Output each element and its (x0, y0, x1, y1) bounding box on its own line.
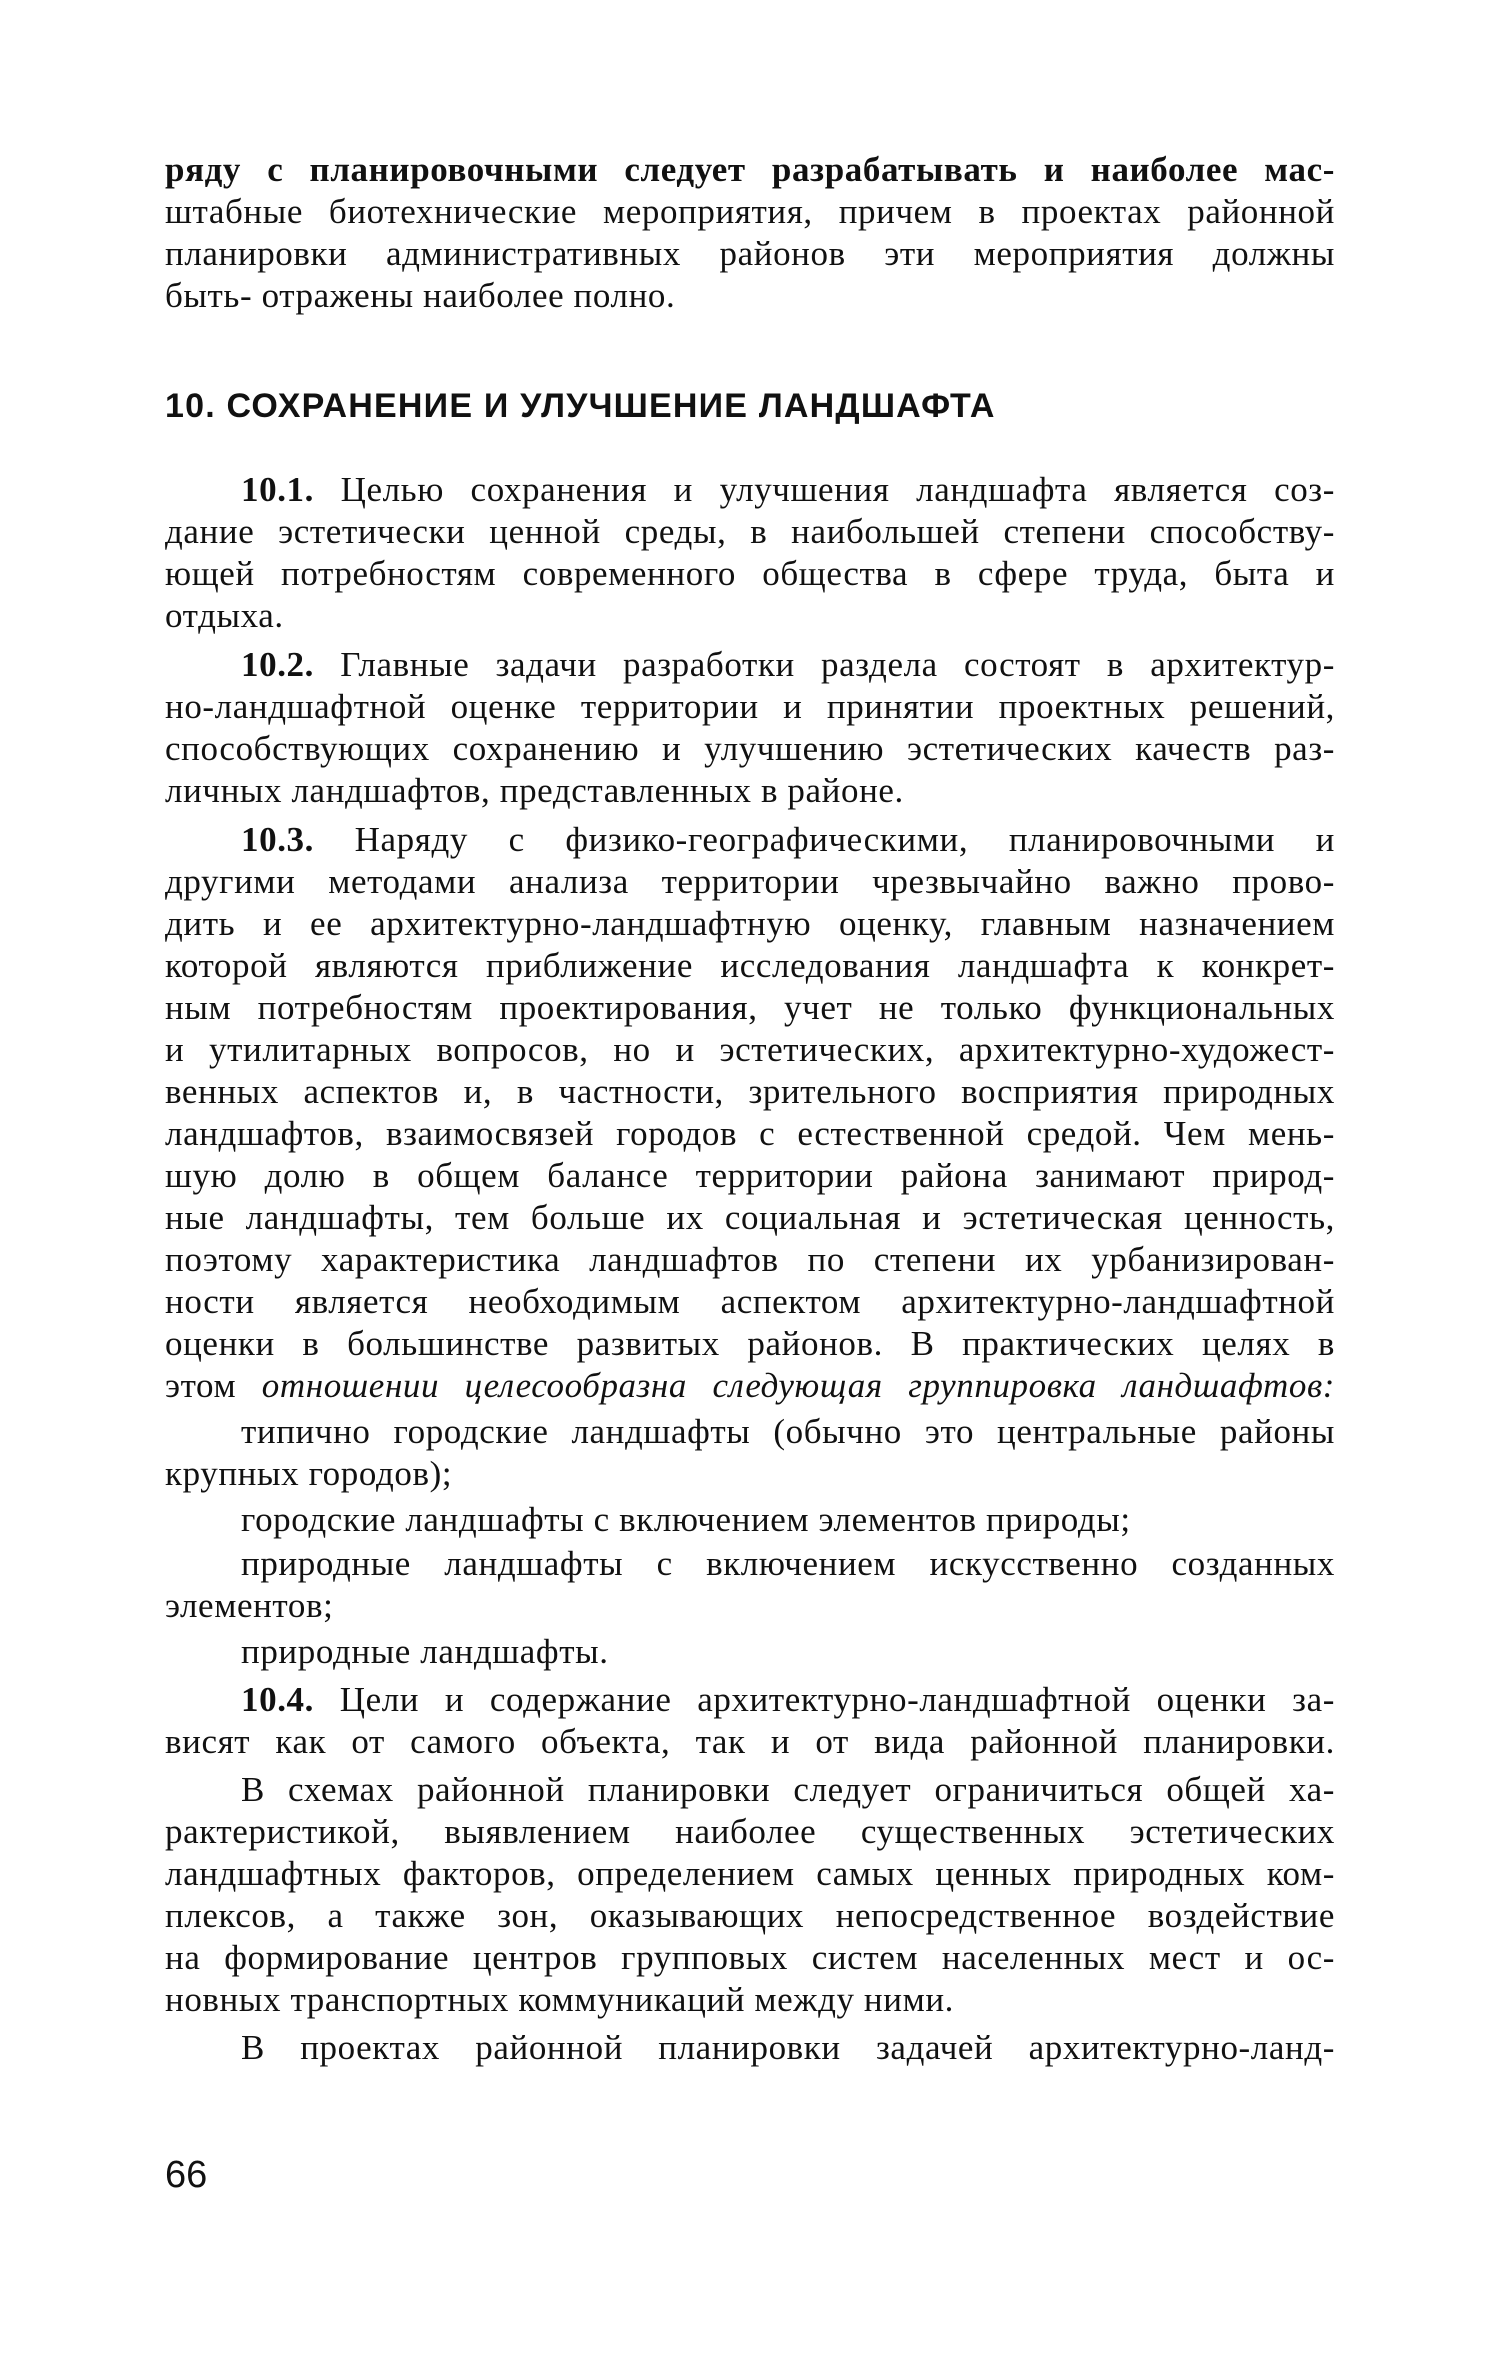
text-line: ряду с планировочными следует разрабатывать и наиболее мас- (165, 150, 1335, 189)
paragraph-10-4-first-line (241, 1678, 1335, 1722)
text-line: на формирование центров групповых систем населенных мест и ос- (165, 1938, 1335, 1977)
document-page (165, 148, 1335, 2318)
text-span: Главные задачи разработки раздела состоят в архитектур- (340, 645, 1335, 684)
list-item: городские ландшафты с включением элементов природы; (241, 1500, 1131, 1539)
text-line: личных ландшафтов, представленных в районе. (165, 771, 904, 810)
list-item-continuation: крупных городов); (165, 1454, 453, 1493)
paragraph-10-3-last-line (165, 1364, 1335, 1408)
section-heading: 10. СОХРАНЕНИЕ И УЛУЧШЕНИЕ ЛАНДШАФТА (165, 387, 996, 425)
text-line: новных транспортных коммуникаций между ними. (165, 1980, 955, 2019)
text-line: ющей потребностям современного общества в сфере труда, быта и (165, 554, 1335, 593)
list-item-continuation: элементов; (165, 1586, 334, 1625)
text-span: Целью сохранения и улучшения ландшафта является соз- (340, 470, 1335, 509)
text-line: быть- отражены наиболее полно. (165, 276, 676, 315)
page-number: 66 (165, 2154, 208, 2196)
text-line: плексов, а также зон, оказывающих непосредственное воздействие (165, 1896, 1335, 1935)
text-line: ландшафтов, взаимосвязей городов с естественной средой. Чем мень- (165, 1114, 1335, 1153)
paragraph-10-1-first-line (241, 468, 1335, 512)
text-line: ландшафтных факторов, определением самых ценных природных ком- (165, 1854, 1335, 1893)
text-line: оценки в большинстве развитых районов. В практических целях в (165, 1324, 1335, 1363)
text-line: отдыха. (165, 596, 284, 635)
text-line: висят как от самого объекта, так и от вида районной планировки. (165, 1722, 1335, 1761)
text-line: ные ландшафты, тем больше их социальная и эстетическая ценность, (165, 1198, 1335, 1237)
text-line: В проектах районной планировки задачей архитектурно-ланд- (241, 2028, 1335, 2067)
list-item: природные ландшафты с включением искусственно созданных (241, 1544, 1335, 1583)
text-span: Цели и содержание архитектурно-ландшафтной оценки за- (339, 1680, 1335, 1719)
text-line: но-ландшафтной оценке территории и принятии проектных решений, (165, 687, 1335, 726)
paragraph-10-3-first-line (241, 818, 1335, 862)
paragraph-number: 10.1. (241, 470, 314, 509)
paragraph-10-2-first-line (241, 643, 1335, 687)
text-line: дить и ее архитектурно-ландшафтную оценку, главным назначением (165, 904, 1335, 943)
text-span: этом (165, 1366, 237, 1405)
text-line: венных аспектов и, в частности, зрительного восприятия природных (165, 1072, 1335, 1111)
paragraph-number: 10.2. (241, 645, 314, 684)
text-line: поэтому характеристика ландшафтов по степени их урбанизирован- (165, 1240, 1335, 1279)
text-line: шую долю в общем балансе территории района занимают природ- (165, 1156, 1335, 1195)
text-line: В схемах районной планировки следует ограничиться общей ха- (241, 1770, 1335, 1809)
text-line: дание эстетически ценной среды, в наибольшей степени способству- (165, 512, 1335, 551)
text-line: рактеристикой, выявлением наиболее существенных эстетических (165, 1812, 1335, 1851)
paragraph-number: 10.3. (241, 820, 314, 859)
text-line: штабные биотехнические мероприятия, причем в проектах районной (165, 192, 1335, 231)
list-item: природные ландшафты. (241, 1632, 609, 1671)
text-line: способствующих сохранению и улучшению эстетических качеств раз- (165, 729, 1335, 768)
text-line: которой являются приближение исследования ландшафта к конкрет- (165, 946, 1335, 985)
italic-text-span: отношении целесообразна следующая группировка ландшафтов: (261, 1366, 1335, 1405)
text-line: ности является необходимым аспектом архитектурно-ландшафтной (165, 1282, 1335, 1321)
text-span: Наряду с физико-географическими, планировочными и (354, 820, 1335, 859)
paragraph-number: 10.4. (241, 1680, 314, 1719)
text-line: другими методами анализа территории чрезвычайно важно прово- (165, 862, 1335, 901)
text-line: планировки административных районов эти мероприятия должны (165, 234, 1335, 273)
text-line: ным потребностям проектирования, учет не только функциональных (165, 988, 1335, 1027)
list-item: типично городские ландшафты (обычно это центральные районы (241, 1412, 1335, 1451)
text-line: и утилитарных вопросов, но и эстетических, архитектурно-художест- (165, 1030, 1335, 1069)
